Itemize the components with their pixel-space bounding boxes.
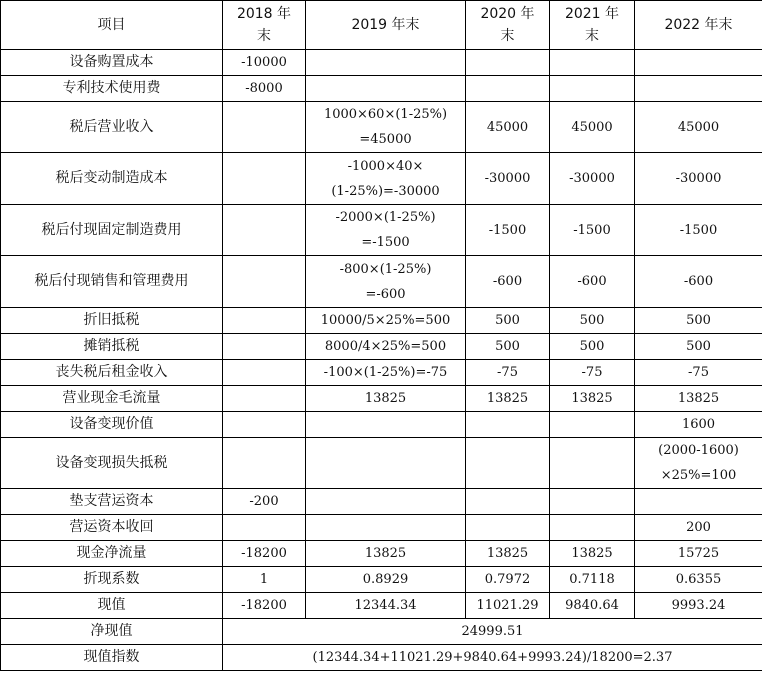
cell-2019: 10000/5×25%=500	[306, 308, 466, 334]
cell-2020: 500	[466, 308, 550, 334]
table-row	[1, 308, 762, 334]
row-label: 税后营业收入	[1, 102, 223, 153]
cell-2020	[466, 50, 550, 76]
cell-2018	[223, 102, 306, 153]
cell-2022: 0.6355	[635, 567, 762, 593]
row-label: 设备变现损失抵税	[1, 438, 223, 489]
cell-2019	[306, 489, 466, 515]
cell-2018	[223, 386, 306, 412]
header-row	[1, 1, 762, 50]
cell-2019: 0.8929	[306, 567, 466, 593]
table-row	[1, 360, 762, 386]
cell-2018: -10000	[223, 50, 306, 76]
table-row	[1, 205, 762, 256]
row-label: 专利技术使用费	[1, 76, 223, 102]
npv-row	[1, 619, 762, 645]
table-row	[1, 567, 762, 593]
table-row	[1, 334, 762, 360]
cell-2019: -2000×(1-25%) =-1500	[306, 205, 466, 256]
cell-2018	[223, 205, 306, 256]
table-row	[1, 541, 762, 567]
cell-2020	[466, 438, 550, 489]
npv-label: 净现值	[1, 619, 223, 645]
row-label: 折现系数	[1, 567, 223, 593]
cell-2022	[635, 50, 762, 76]
cell-2022: -1500	[635, 205, 762, 256]
cell-2022: 200	[635, 515, 762, 541]
cell-2018: -200	[223, 489, 306, 515]
cell-2018: -8000	[223, 76, 306, 102]
cell-2020: 500	[466, 334, 550, 360]
header-2018: 2018 年 末	[223, 1, 306, 50]
cell-2021: -30000	[550, 153, 635, 205]
row-label: 现值	[1, 593, 223, 619]
header-2021: 2021 年 末	[550, 1, 635, 50]
cell-2022: -600	[635, 256, 762, 308]
cell-2021	[550, 412, 635, 438]
cell-2020: -600	[466, 256, 550, 308]
cell-2022: 500	[635, 308, 762, 334]
table-row	[1, 153, 762, 205]
header-2020: 2020 年 末	[466, 1, 550, 50]
cell-2022: 15725	[635, 541, 762, 567]
cell-2018	[223, 515, 306, 541]
cell-2020: -30000	[466, 153, 550, 205]
table-row	[1, 386, 762, 412]
cell-2019	[306, 438, 466, 489]
cell-2020: -75	[466, 360, 550, 386]
cell-2019: 13825	[306, 386, 466, 412]
cell-2018	[223, 334, 306, 360]
cell-2020	[466, 76, 550, 102]
cell-2018: -18200	[223, 541, 306, 567]
cell-2019	[306, 76, 466, 102]
cell-2020: 0.7972	[466, 567, 550, 593]
cell-2021: 500	[550, 334, 635, 360]
cell-2022: 500	[635, 334, 762, 360]
row-label: 现金净流量	[1, 541, 223, 567]
header-2022: 2022 年末	[635, 1, 762, 50]
cell-2022: 9993.24	[635, 593, 762, 619]
cell-2021: -600	[550, 256, 635, 308]
cell-2018	[223, 412, 306, 438]
row-label: 丧失税后租金收入	[1, 360, 223, 386]
row-label: 垫支营运资本	[1, 489, 223, 515]
cell-2018	[223, 438, 306, 489]
cell-2021: -1500	[550, 205, 635, 256]
cell-2019	[306, 515, 466, 541]
cell-2019: -800×(1-25%) =-600	[306, 256, 466, 308]
table-row	[1, 438, 762, 489]
cell-2021	[550, 50, 635, 76]
row-label: 税后变动制造成本	[1, 153, 223, 205]
header-2019: 2019 年末	[306, 1, 466, 50]
cell-2021: 13825	[550, 386, 635, 412]
cell-2019: 13825	[306, 541, 466, 567]
cell-2022: 13825	[635, 386, 762, 412]
row-label: 摊销抵税	[1, 334, 223, 360]
cell-2020	[466, 412, 550, 438]
cell-2018	[223, 153, 306, 205]
cell-2022: -30000	[635, 153, 762, 205]
cell-2021: 9840.64	[550, 593, 635, 619]
cell-2020: 45000	[466, 102, 550, 153]
cell-2022: 45000	[635, 102, 762, 153]
cell-2019	[306, 50, 466, 76]
cell-2020: 11021.29	[466, 593, 550, 619]
cell-2019: -100×(1-25%)=-75	[306, 360, 466, 386]
cell-2018: -18200	[223, 593, 306, 619]
table-row	[1, 102, 762, 153]
table-row	[1, 593, 762, 619]
cell-2020	[466, 515, 550, 541]
pvi-label: 现值指数	[1, 645, 223, 671]
npv-value: 24999.51	[223, 619, 762, 645]
row-label: 设备变现价值	[1, 412, 223, 438]
table-row	[1, 76, 762, 102]
cell-2019: 1000×60×(1-25%) =45000	[306, 102, 466, 153]
row-label: 折旧抵税	[1, 308, 223, 334]
table-row	[1, 412, 762, 438]
cell-2019: 8000/4×25%=500	[306, 334, 466, 360]
cell-2022: (2000-1600) ×25%=100	[635, 438, 762, 489]
cell-2021	[550, 515, 635, 541]
row-label: 营业现金毛流量	[1, 386, 223, 412]
cell-2021: 0.7118	[550, 567, 635, 593]
row-label: 营运资本收回	[1, 515, 223, 541]
cell-2018	[223, 308, 306, 334]
cell-2020: 13825	[466, 386, 550, 412]
cell-2022	[635, 489, 762, 515]
row-label: 税后付现销售和管理费用	[1, 256, 223, 308]
pvi-value: (12344.34+11021.29+9840.64+9993.24)/18200=2.37	[223, 645, 762, 671]
cell-2021	[550, 76, 635, 102]
cell-2020: -1500	[466, 205, 550, 256]
cell-2021	[550, 438, 635, 489]
cell-2018	[223, 360, 306, 386]
row-label: 设备购置成本	[1, 50, 223, 76]
cell-2020: 13825	[466, 541, 550, 567]
cell-2021: 45000	[550, 102, 635, 153]
cell-2022: -75	[635, 360, 762, 386]
row-label: 税后付现固定制造费用	[1, 205, 223, 256]
cell-2021: 13825	[550, 541, 635, 567]
table-row	[1, 50, 762, 76]
cell-2019	[306, 412, 466, 438]
cell-2022	[635, 76, 762, 102]
cell-2021: 500	[550, 308, 635, 334]
pvi-row	[1, 645, 762, 671]
header-item: 项目	[1, 1, 223, 50]
cell-2018: 1	[223, 567, 306, 593]
cell-2021	[550, 489, 635, 515]
cell-2020	[466, 489, 550, 515]
cell-2018	[223, 256, 306, 308]
cell-2019: -1000×40× (1-25%)=-30000	[306, 153, 466, 205]
table-row	[1, 489, 762, 515]
cell-2021: -75	[550, 360, 635, 386]
cell-2022: 1600	[635, 412, 762, 438]
table-row	[1, 256, 762, 308]
cell-2019: 12344.34	[306, 593, 466, 619]
table-row	[1, 515, 762, 541]
